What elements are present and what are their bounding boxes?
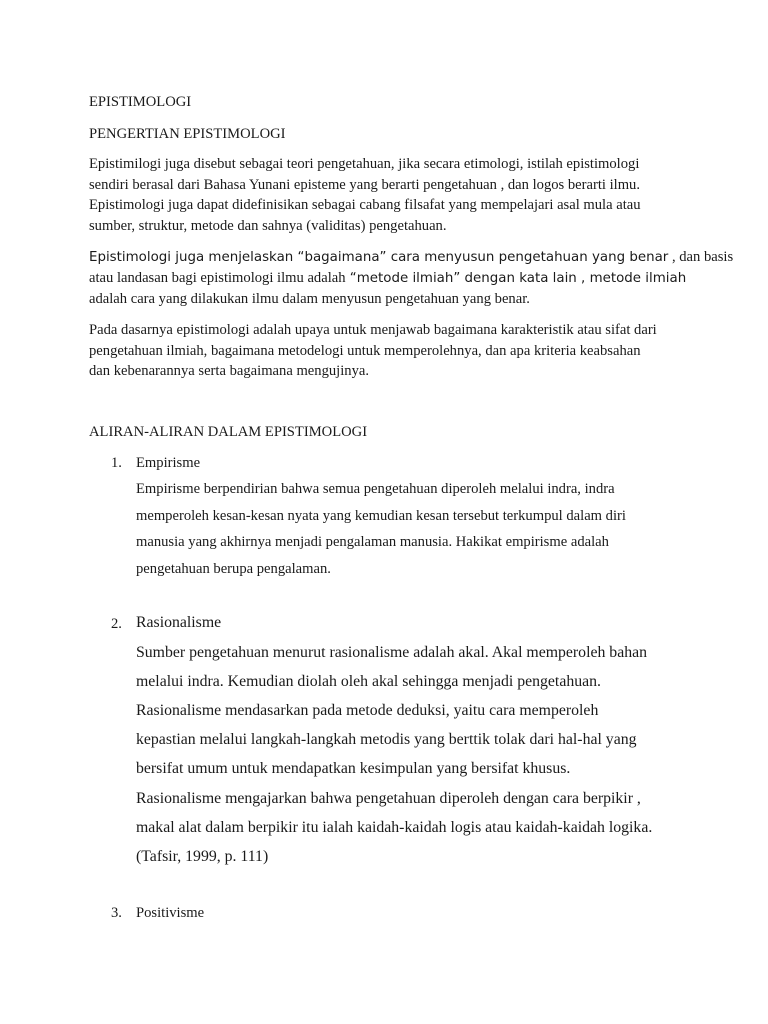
section-title: ALIRAN-ALIRAN DALAM EPISTIMOLOGI [89,424,368,440]
list-item-title: Rasionalisme [136,614,222,631]
list-item-line: Rasionalisme mendasarkan pada metode deduksi, yaitu cara memperoleh [136,702,599,719]
list-item-line: manusia yang akhirnya menjadi pengalaman manusia. Hakikat empirisme adalah [136,534,609,550]
para3-line: dan kebenarannya serta bagaimana mengujinya. [89,363,369,379]
para2-line1-serif: , dan basis [668,249,734,265]
para3-line: pengetahuan ilmiah, bagaimana metodelogi untuk memperolehnya, dan apa kriteria keabsahan [89,343,641,359]
para3-line: Pada dasarnya epistimologi adalah upaya untuk menjawab bagaimana karakteristik atau sifat dari [89,322,657,338]
list-item-line: pengetahuan berupa pengalaman. [136,561,331,577]
list-item-line: bersifat umum untuk mendapatkan kesimpulan yang bersifat khusus. [136,760,571,777]
para1-line: Epistimologi juga dapat didefinisikan sebagai cabang filsafat yang mempelajari asal mula atau [89,197,641,213]
para2-line2-sans: “metode ilmiah” dengan kata lain , metode ilmiah [345,271,687,286]
para2-line [89,247,733,268]
list-item-line: Sumber pengetahuan menurut rasionalisme adalah akal. Akal memperoleh bahan [136,644,648,661]
para2-line2-serif: atau landasan bagi epistimologi ilmu adalah [89,270,346,286]
list-item-line: melalui indra. Kemudian diolah oleh akal sehingga menjadi pengetahuan. [136,673,601,690]
document-heading: EPISTIMOLOGI [89,94,192,110]
para2-line1-sans: Epistimologi juga menjelaskan “bagaimana” cara menyusun pengetahuan yang benar [89,250,669,265]
list-item-line: kepastian melalui langkah-langkah metodis yang berttik tolak dari hal-hal yang [136,731,637,748]
para2-line: adalah cara yang dilakukan ilmu dalam menyusun pengetahuan yang benar. [89,291,530,307]
list-number: 3. [111,905,122,921]
list-item-title: Empirisme [136,455,201,471]
para1-line: sendiri berasal dari Bahasa Yunani episteme yang berarti pengetahuan , dan logos berarti ilmu. [89,177,640,193]
para2-line [89,268,686,289]
list-item-line: memperoleh kesan-kesan nyata yang kemudian kesan tersebut terkumpul dalam diri [136,508,626,524]
para1-line: sumber, struktur, metode dan sahnya (validitas) pengetahuan. [89,218,447,234]
list-number: 2. [111,616,122,632]
list-item-line: makal alat dalam berpikir itu ialah kaidah-kaidah logis atau kaidah-kaidah logika. [136,819,653,836]
list-item-line: Empirisme berpendirian bahwa semua pengetahuan diperoleh melalui indra, indra [136,481,615,497]
section-subheading: PENGERTIAN EPISTIMOLOGI [89,126,286,142]
list-item-title: Positivisme [136,905,205,921]
list-item-line: Rasionalisme mengajarkan bahwa pengetahuan diperoleh dengan cara berpikir , [136,790,641,807]
para1-line: Epistimilogi juga disebut sebagai teori pengetahuan, jika secara etimologi, istilah epistimologi [89,156,640,172]
list-item-line: (Tafsir, 1999, p. 111) [136,848,269,865]
list-number: 1. [111,455,122,471]
